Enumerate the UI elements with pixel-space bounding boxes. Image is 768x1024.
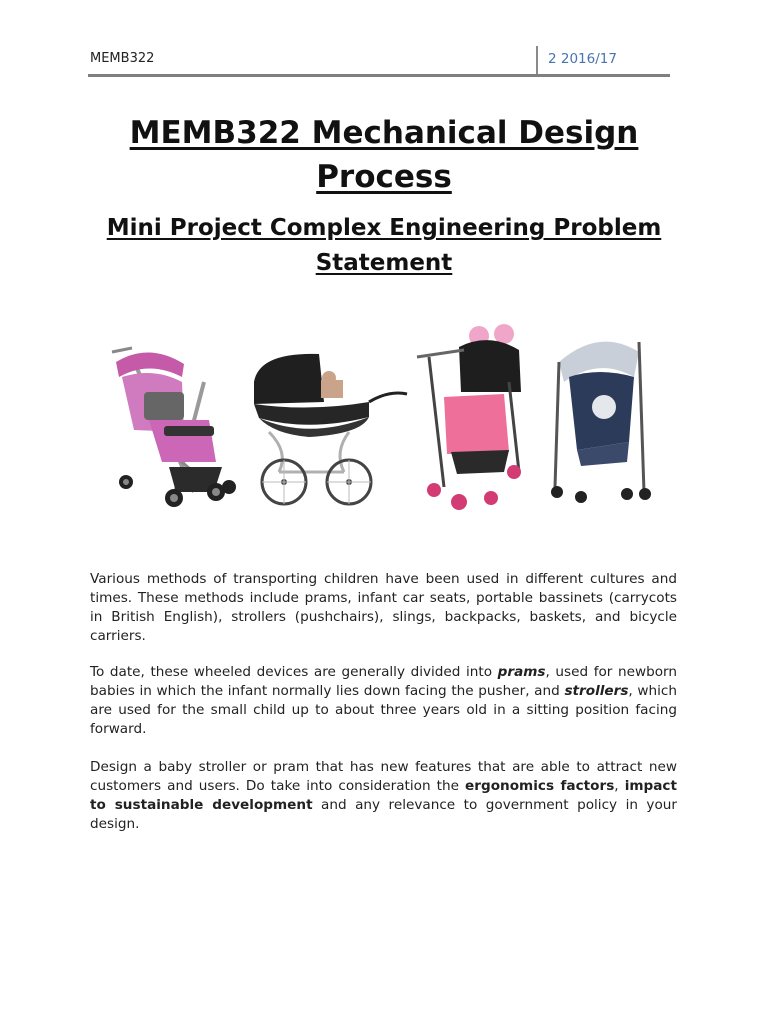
document-subtitle: Mini Project Complex Engineering Problem Statement <box>106 215 662 277</box>
pink-black-stroller-image <box>417 324 521 510</box>
p2-text-b: , used for newborn babies in which the infant normally lies down facing the pusher, and <box>90 664 677 699</box>
header-divider <box>536 46 538 74</box>
navy-umbrella-stroller-image <box>551 342 651 503</box>
p2-text-a: To date, these wheeled devices are generally divided into <box>90 664 498 680</box>
p3-comma: , <box>614 778 625 794</box>
header-semester: 2 2016/17 <box>548 51 617 67</box>
p2-term-prams: prams <box>497 664 546 680</box>
stroller-photo-strip <box>104 322 664 522</box>
black-pram-image <box>254 354 407 504</box>
paragraph-design-task <box>90 758 677 834</box>
p3-text-b: and any relevance to government policy in your design. <box>90 797 678 832</box>
p3-text-a: Design a baby stroller or pram that has new features that are able to attract new customers and users. Do take into consideration the <box>90 759 677 794</box>
p2-text-c: , which are used for the small child up to about three years old in a sitting position facing forward. <box>90 683 677 737</box>
page-header <box>88 44 670 77</box>
p3-term-impact: impact to sustainable development <box>90 778 677 813</box>
paragraph-wheeled-devices <box>90 663 677 739</box>
document-title: MEMB322 Mechanical Design Process <box>129 114 639 195</box>
p3-term-ergonomics: ergonomics factors <box>465 778 615 794</box>
paragraph-transport-methods: Various methods of transporting children have been used in different cultures and times. These methods include prams, infant car seats, portable bassinets (carrycots in British English), strollers (pushchairs), slings, backpacks, baskets, and bicycle carriers. <box>90 571 677 644</box>
header-course-code: MEMB322 <box>90 51 155 66</box>
pink-stroller-image <box>112 348 236 507</box>
p2-term-strollers: strollers <box>564 683 629 699</box>
